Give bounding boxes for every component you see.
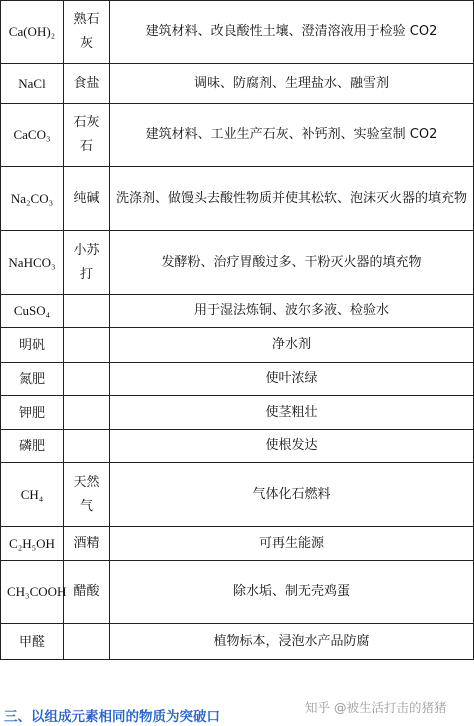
formula-cell: CuSO₄ (1, 295, 64, 328)
table-row (1, 363, 474, 396)
uses-cell: 建筑材料、改良酸性土壤、澄清溶液用于检验 CO2 (110, 1, 474, 64)
formula-cell: 钾肥 (1, 396, 64, 430)
formula-cell: CaCO₃ (1, 104, 64, 167)
formula-cell: 明矾 (1, 328, 64, 363)
formula-cell: CH₃COOH (1, 561, 64, 624)
table-row (1, 463, 474, 527)
table-row (1, 430, 474, 463)
formula-cell: 甲醛 (1, 624, 64, 660)
uses-cell: 气体化石燃料 (110, 463, 474, 527)
common-name-cell (64, 363, 110, 396)
common-name-cell: 小苏打 (64, 231, 110, 295)
formula-cell: 氮肥 (1, 363, 64, 396)
table-row (1, 231, 474, 295)
table-row (1, 104, 474, 167)
table-row (1, 1, 474, 64)
uses-cell: 使茎粗壮 (110, 396, 474, 430)
common-name-cell (64, 396, 110, 430)
uses-cell: 洗涤剂、做馒头去酸性物质并使其松软、泡沫灭火器的填充物 (110, 167, 474, 231)
formula-cell: CH₄ (1, 463, 64, 527)
uses-cell: 使叶浓绿 (110, 363, 474, 396)
common-name-cell (64, 430, 110, 463)
uses-cell: 净水剂 (110, 328, 474, 363)
uses-cell: 植物标本，浸泡水产品防腐 (110, 624, 474, 660)
table-row (1, 328, 474, 363)
uses-cell: 调味、防腐剂、生理盐水、融雪剂 (110, 64, 474, 104)
uses-cell: 发酵粉、治疗胃酸过多、干粉灭火器的填充物 (110, 231, 474, 295)
uses-cell: 除水垢、制无壳鸡蛋 (110, 561, 474, 624)
common-name-cell: 石灰石 (64, 104, 110, 167)
formula-cell: Ca(OH)₂ (1, 1, 64, 64)
uses-cell: 用于湿法炼铜、波尔多液、检验水 (110, 295, 474, 328)
table-row (1, 396, 474, 430)
table-row (1, 64, 474, 104)
common-name-cell (64, 624, 110, 660)
common-name-cell: 熟石灰 (64, 1, 110, 64)
uses-cell: 建筑材料、工业生产石灰、补钙剂、实验室制 CO2 (110, 104, 474, 167)
table-row (1, 295, 474, 328)
table-row (1, 527, 474, 561)
uses-cell: 使根发达 (110, 430, 474, 463)
common-name-cell: 食盐 (64, 64, 110, 104)
table-row (1, 561, 474, 624)
common-name-cell (64, 295, 110, 328)
table-row (1, 167, 474, 231)
formula-cell: 磷肥 (1, 430, 64, 463)
common-name-cell: 纯碱 (64, 167, 110, 231)
formula-cell: NaHCO₃ (1, 231, 64, 295)
common-name-cell: 酒精 (64, 527, 110, 561)
formula-cell: Na₂CO₃ (1, 167, 64, 231)
formula-cell: C₂H₅OH (1, 527, 64, 561)
uses-cell: 可再生能源 (110, 527, 474, 561)
common-name-cell: 天然气 (64, 463, 110, 527)
section-heading: 三、以组成元素相同的物质为突破口 (4, 709, 220, 725)
common-name-cell (64, 328, 110, 363)
formula-cell: NaCl (1, 64, 64, 104)
common-name-cell: 醋酸 (64, 561, 110, 624)
zhihu-watermark: 知乎 @被生活打击的猪猪 (305, 700, 447, 715)
table-row (1, 624, 474, 660)
